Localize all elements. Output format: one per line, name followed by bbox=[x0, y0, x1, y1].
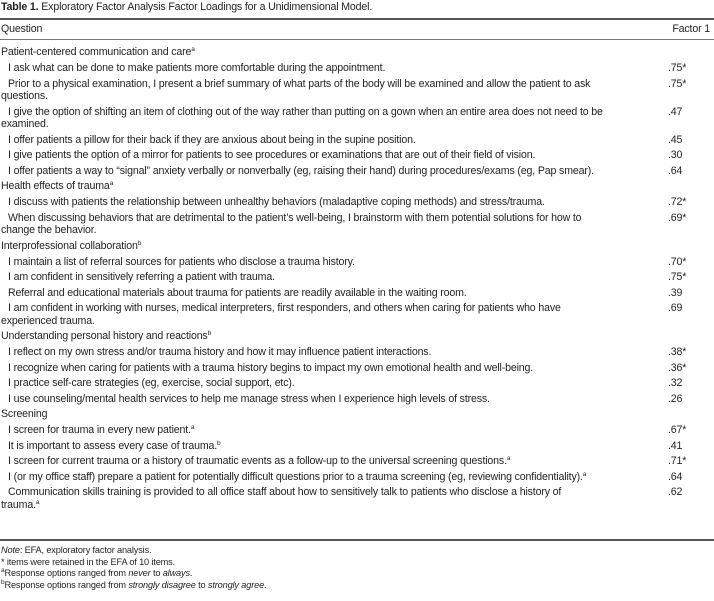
table-notes bbox=[1, 545, 266, 591]
question-text: I screen for trauma in every new patient. bbox=[8, 424, 191, 436]
section-heading bbox=[0, 44, 714, 60]
table-row bbox=[0, 300, 714, 328]
factor-loading: .30 bbox=[668, 149, 683, 161]
section-footnote-mark: a bbox=[191, 46, 195, 53]
note-a bbox=[1, 568, 266, 580]
factor-loading: .69* bbox=[668, 211, 687, 224]
question-text: Prior to a physical examination, I present a brief summary of what parts of the body will be examined and allow the patient to ask bbox=[8, 77, 591, 90]
question-text: Communication skills training is provided to all office staff about how to sensitively talk to patients who disclose a history of bbox=[8, 486, 562, 498]
factor-loading: .64 bbox=[668, 164, 683, 177]
factor-loading: .32 bbox=[668, 377, 683, 389]
note-a-to: always bbox=[162, 568, 190, 578]
table-label: Table 1. bbox=[1, 1, 39, 13]
question-cell bbox=[0, 484, 648, 512]
section-title: Interprofessional collaboration bbox=[1, 239, 138, 252]
factor-loading: .39 bbox=[668, 286, 683, 299]
section-footnote-mark: b bbox=[207, 330, 212, 337]
question-cell bbox=[0, 344, 648, 360]
note-a-end: . bbox=[189, 568, 193, 578]
question-text: It is important to assess every case of trauma. bbox=[8, 439, 218, 452]
table-body bbox=[0, 44, 714, 512]
question-cell bbox=[0, 104, 648, 132]
table-row bbox=[0, 269, 714, 285]
factor-loading: .41 bbox=[668, 439, 683, 452]
question-cell bbox=[0, 438, 648, 454]
question-cell bbox=[0, 453, 648, 469]
question-cell bbox=[0, 210, 648, 238]
factor-loading: .67* bbox=[668, 424, 687, 436]
question-text-continued: questions. bbox=[1, 90, 48, 102]
question-text: I reflect on my own stress and/or trauma history and how it may influence patient interactions. bbox=[8, 346, 432, 358]
section-heading bbox=[0, 238, 714, 254]
question-cell bbox=[0, 132, 648, 148]
section-heading bbox=[0, 178, 714, 194]
question-footnote-mark: a bbox=[506, 455, 511, 462]
table-row bbox=[0, 163, 714, 179]
note-efa bbox=[1, 545, 266, 557]
question-cell bbox=[0, 285, 648, 301]
question-text: I maintain a list of referral sources for patients who disclose a trauma history. bbox=[8, 255, 355, 268]
table-row bbox=[0, 453, 714, 469]
table-row bbox=[0, 104, 714, 132]
factor-loading: .38* bbox=[668, 346, 687, 358]
note-b-mid: to bbox=[195, 579, 208, 590]
note-b-sup: b bbox=[1, 578, 5, 586]
question-text: I discuss with patients the relationship between unhealthy behaviors (maladaptive coping methods) and stress/trauma. bbox=[8, 196, 545, 208]
section-title: Screening bbox=[1, 408, 48, 420]
question-text: I offer patients a way to “signal” anxiety verbally or nonverbally (eg, raising their hand) during procedures/exams (eg, Pap smear). bbox=[8, 164, 594, 177]
note-a-from: never bbox=[128, 568, 151, 578]
note-b bbox=[1, 580, 266, 592]
note-label: Note bbox=[1, 545, 20, 555]
factor-loading: .45 bbox=[668, 133, 683, 146]
note-text: : EFA, exploratory factor analysis. bbox=[19, 545, 152, 555]
factor-loading: .71* bbox=[668, 455, 687, 467]
question-text-continued: experienced trauma. bbox=[1, 314, 95, 327]
table-row bbox=[0, 254, 714, 270]
section-footnote-mark: b bbox=[137, 239, 142, 247]
question-text: I screen for current trauma or a history of traumatic events as a follow-up to the universal screening questions. bbox=[8, 455, 507, 467]
note-b-end: . bbox=[264, 579, 267, 590]
factor-loading: .47 bbox=[668, 105, 683, 118]
question-text: Referral and educational materials about trauma for patients are readily available in the waiting room. bbox=[8, 286, 467, 299]
table-caption bbox=[1, 1, 372, 13]
note-star: * items were retained in the EFA of 10 items. bbox=[1, 556, 176, 567]
table-row bbox=[0, 469, 714, 485]
table-row bbox=[0, 484, 714, 512]
table-row bbox=[0, 147, 714, 163]
question-text-continued-wrap bbox=[1, 499, 648, 512]
section-title: Patient-centered communication and care bbox=[1, 46, 192, 58]
question-text: I (or my office staff) prepare a patient for potentially difficult questions prior to a trauma screening (eg, reviewing confidentiality). bbox=[8, 470, 583, 483]
table-header bbox=[1, 23, 710, 35]
table-row bbox=[0, 344, 714, 360]
note-a-prefix: Response options ranged from bbox=[4, 568, 129, 578]
note-b-prefix: Response options ranged from bbox=[4, 579, 129, 590]
table-row bbox=[0, 375, 714, 391]
table-row bbox=[0, 76, 714, 104]
question-text: I recognize when caring for patients with a trauma history begins to impact my own emotional health and well-being. bbox=[8, 361, 534, 374]
question-cell bbox=[0, 422, 648, 438]
table-title: Exploratory Factor Analysis Factor Loadings for a Unidimensional Model. bbox=[41, 1, 373, 13]
question-text: I give the option of shifting an item of clothing out of the way rather than putting on a gown when an entire area does not need to be bbox=[8, 105, 603, 118]
factor-loading: .75* bbox=[668, 62, 687, 74]
table-row bbox=[0, 194, 714, 210]
question-cell bbox=[0, 469, 648, 485]
question-text: When discussing behaviors that are detrimental to the patient’s well-being, I brainstorm with them potential solutions for how to bbox=[8, 211, 582, 224]
question-cell bbox=[0, 300, 648, 328]
question-cell bbox=[0, 269, 648, 285]
question-footnote-mark: a bbox=[582, 470, 587, 478]
question-cell bbox=[0, 375, 648, 391]
question-text: I give patients the option of a mirror for patients to see procedures or examinations that are out of their field of vision. bbox=[8, 149, 536, 161]
factor-loading: .64 bbox=[668, 470, 683, 483]
table-row bbox=[0, 438, 714, 454]
top-rule bbox=[0, 18, 714, 20]
section-heading bbox=[0, 406, 714, 422]
question-cell bbox=[0, 60, 648, 76]
factor-loading: .69 bbox=[668, 302, 683, 314]
question-footnote-mark: a bbox=[190, 424, 195, 431]
section-footnote-mark: a bbox=[109, 180, 114, 187]
note-a-mid: to bbox=[150, 568, 163, 578]
question-text-continued: examined. bbox=[1, 118, 49, 130]
bottom-rule bbox=[0, 539, 714, 541]
question-text: I ask what can be done to make patients more comfortable during the appointment. bbox=[8, 62, 386, 74]
table-row bbox=[0, 422, 714, 438]
factor-loading: .62 bbox=[668, 486, 683, 498]
factor-loading: .70* bbox=[668, 255, 687, 268]
table-row bbox=[0, 285, 714, 301]
table-row bbox=[0, 360, 714, 376]
question-cell bbox=[0, 254, 648, 270]
question-text-continued: change the behavior. bbox=[1, 224, 97, 236]
question-text: I use counseling/mental health services to help me manage stress when I experience high levels of stress. bbox=[8, 392, 490, 405]
question-cell bbox=[0, 163, 648, 179]
note-a-sup: a bbox=[1, 567, 5, 574]
question-cell bbox=[0, 194, 648, 210]
factor-loading: .75* bbox=[668, 271, 687, 283]
section-title: Health effects of trauma bbox=[1, 180, 110, 192]
question-footnote-mark: a bbox=[35, 498, 40, 506]
question-text-continued: trauma. bbox=[1, 498, 36, 511]
header-rule bbox=[0, 39, 714, 40]
question-text: I am confident in sensitively referring a patient with trauma. bbox=[8, 271, 275, 283]
question-text: I practice self-care strategies (eg, exercise, social support, etc). bbox=[8, 377, 295, 389]
table-row bbox=[0, 210, 714, 238]
section-title: Understanding personal history and reactions bbox=[1, 330, 208, 342]
question-cell bbox=[0, 76, 648, 104]
factor-loading: .36* bbox=[668, 361, 687, 374]
header-question: Question bbox=[1, 23, 43, 35]
table-row bbox=[0, 60, 714, 76]
question-footnote-mark: b bbox=[217, 439, 221, 447]
question-cell bbox=[0, 391, 648, 407]
factor-loading: .26 bbox=[668, 392, 683, 405]
table-row bbox=[0, 132, 714, 148]
note-b-to: strongly agree bbox=[207, 579, 265, 590]
question-text: I offer patients a pillow for their back if they are anxious about being in the supine position. bbox=[8, 133, 416, 146]
factor-loading: .72* bbox=[668, 196, 687, 208]
section-heading bbox=[0, 328, 714, 344]
question-cell bbox=[0, 360, 648, 376]
factor-loading: .75* bbox=[668, 77, 687, 90]
question-text: I am confident in working with nurses, medical interpreters, first responders, and others when caring for patients who have bbox=[8, 302, 561, 314]
header-factor: Factor 1 bbox=[672, 23, 710, 35]
note-b-from: strongly disagree bbox=[128, 579, 196, 590]
table-row bbox=[0, 391, 714, 407]
question-cell bbox=[0, 147, 648, 163]
